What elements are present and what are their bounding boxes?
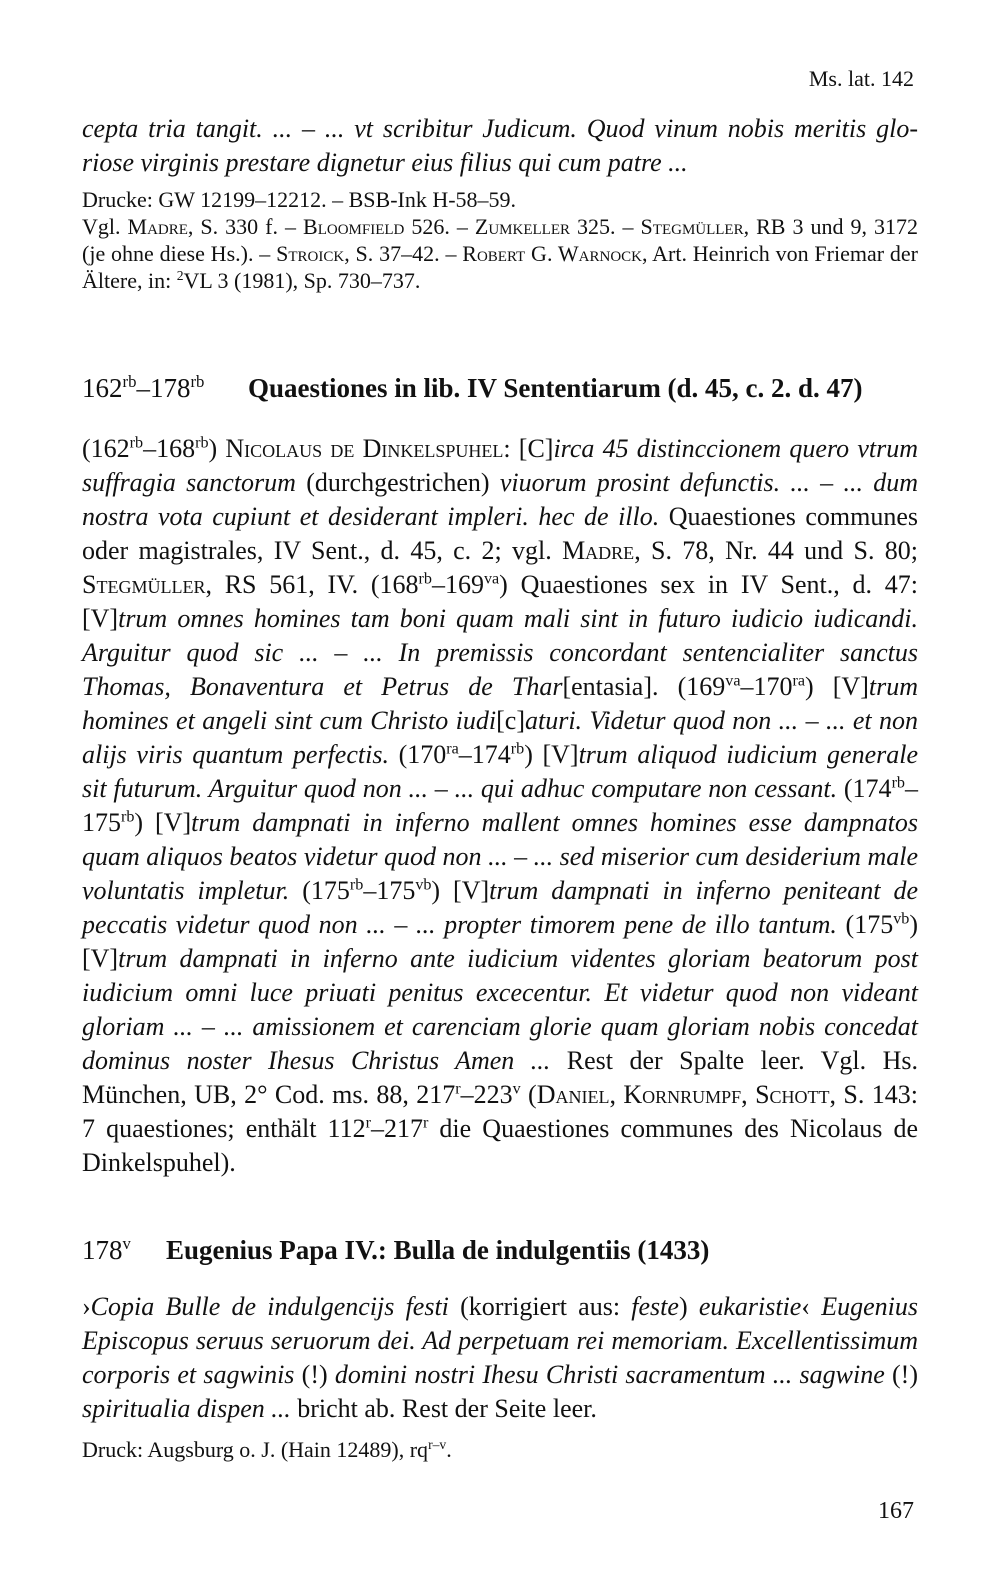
text-run: Rest der Spalte leer. Vgl. Hs. München, UB, 2° Cod. ms. 88, 217: [82, 1046, 918, 1109]
text-run: (: [520, 1080, 537, 1109]
text-run: ) [V]: [805, 672, 869, 701]
text-run: ‹: [801, 1292, 822, 1321]
folio-range: $162^{rb}-178^{rb}$: [82, 371, 205, 403]
folio-superscript: v: [512, 1080, 521, 1098]
folio-ref: 178$^v$: [82, 1233, 131, 1265]
text-run: (174: [837, 774, 892, 803]
folio-superscript: rb: [418, 570, 432, 588]
page-number: 167: [878, 1498, 914, 1524]
text-run: (!): [294, 1360, 335, 1389]
text-run: –175: [82, 774, 918, 837]
quaestiones-description: [82, 432, 918, 1180]
text-run: (162: [82, 434, 130, 463]
section-title: Quaestiones in lib. IV Sententiarum (d. 45, c. 2. d. 47): [248, 373, 863, 403]
text-run: ) [V]: [524, 740, 579, 769]
text-run: ›: [82, 1292, 91, 1321]
text-run: , RS 561, IV. (168: [205, 570, 419, 599]
text-run: eukaristie: [698, 1292, 802, 1321]
section-heading-quaestiones: [82, 373, 863, 404]
text-run: ): [208, 434, 226, 463]
folio-superscript: va: [483, 570, 500, 588]
text-run: (175: [289, 876, 350, 905]
author-ref: Bloomfield: [303, 214, 405, 239]
text-run: : [C]: [503, 434, 554, 463]
author-ref: Robert G. Warnock: [462, 241, 642, 266]
section-title: Eugenius Papa IV.: Bulla de indulgentiis (1433): [166, 1235, 710, 1265]
text-run: –169: [431, 570, 484, 599]
text-run: ) [V]: [82, 910, 918, 973]
folio-superscript: ra: [446, 740, 459, 758]
bulla-description: [82, 1290, 918, 1426]
section-heading-bulla: [82, 1235, 709, 1266]
text-run: , S. 143: 7 quaestiones; enthält 112: [82, 1080, 918, 1143]
text-run: Copia Bulle de indulgencijs festi: [90, 1292, 449, 1321]
text-run: (!): [884, 1360, 918, 1389]
section-body-quaestiones: [82, 432, 918, 1180]
text-run: bricht ab. Rest der Seite leer.: [290, 1394, 597, 1423]
continuation-block: [82, 112, 918, 294]
drucke-line: Drucke: GW 12199–12212. – BSB-Ink H-58–59.: [82, 187, 517, 212]
text-run: spiritualia dispen ...: [82, 1394, 291, 1423]
text-run: trum dampnati in inferno peniteant de peccatis videtur quod non ... – ... propter timorem pene de illo tantum.: [82, 876, 918, 939]
folio-superscript: r: [422, 1114, 429, 1132]
author-ref: Zumkeller: [474, 214, 571, 239]
author-ref: Stegmüller: [640, 214, 744, 239]
text-run: –217: [370, 1114, 423, 1143]
text-run: trum aliquod iudicium generale sit futurum. Arguitur quod non ... – ... qui adhuc computare non cessant.: [82, 740, 918, 803]
author-ref: Nicolaus de Dinkelspuhel: [225, 434, 504, 463]
author-ref: Stegmüller: [82, 570, 206, 599]
text-run: Quaestiones communes oder magistrales, IV Sent., d. 45, c. 2; vgl.: [82, 502, 919, 565]
folio-superscript: ra: [792, 672, 805, 690]
vgl-references: Vgl. Madre, S. 330 f. – Bloomfield 526. – Zumkeller 325. – Stegmüller, RB 3 und 9, 3172 (je ohne diese Hs.). – Stroick, S. 37–42. – Robert G. Warnock, Art. Heinrich von Friemar der Ältere, in: $^2$VL 3 (1981), Sp. 730–737.: [82, 214, 919, 293]
text-run: –168: [143, 434, 196, 463]
folio-superscript: rb: [349, 876, 364, 894]
text-run: irca 45 distinccionem quero vtrum suffragia sanctorum: [82, 434, 918, 497]
text-run: –175: [363, 876, 416, 905]
text-run: (durchgestrichen): [295, 468, 500, 497]
folio-superscript: r: [455, 1080, 461, 1098]
text-run: trum dampnati in inferno mallent omnes homines esse dampnatos quam aliquos beatos videtur quod non ... – ... sed miserior cum desiderium male voluntatis impletur.: [82, 808, 918, 905]
text-run: ): [678, 1292, 699, 1321]
folio-superscript: rb: [195, 434, 209, 452]
text-run: ) [V]: [134, 808, 192, 837]
text-run: die Quaestiones communes des Nicolaus de Dinkelspuhel).: [82, 1114, 918, 1177]
section-body-bulla: [82, 1290, 918, 1463]
text-run: , S. 78, Nr. 44 und S. 80;: [634, 536, 918, 565]
druck-line: Druck: Augsburg o. J. (Hain 12489), $rq^{r-v}$.: [82, 1436, 452, 1462]
folio-superscript: rb: [121, 808, 135, 826]
text-run: trum omnes homines tam boni quam mali sint in futuro iudicio iudicandi. Arguitur quod sic ... – ... In premissis concordant sentencialiter sanctus Thomas, Bonaventura et Petrus de Thar: [82, 604, 918, 701]
folio-superscript: rb: [129, 434, 144, 452]
text-run: ) Quaestiones sex in IV Sent., d. 47: [V]: [82, 570, 918, 633]
text-run: –223: [460, 1080, 513, 1109]
text-run: domini nostri Ihesu Christi sacramentum ... sagwine: [334, 1360, 885, 1389]
text-run: Eugenius Episcopus seruus seruorum dei. Ad perpetuam rei memoriam. Excellentissimum corporis et sagwinis: [82, 1292, 918, 1389]
author-ref: Madre: [562, 536, 635, 565]
folio-superscript: r: [365, 1114, 371, 1132]
text-run: [c]: [496, 706, 525, 735]
text-run: feste: [631, 1292, 679, 1321]
text-run: –174: [458, 740, 511, 769]
text-run: ) [V]: [431, 876, 490, 905]
text-run: (korrigiert aus:: [448, 1292, 632, 1321]
text-run: viuorum prosint defunctis. ... – ... dum nostra vota cupiunt et desiderant impleri. hec de illo.: [82, 468, 918, 531]
text-run: (170: [388, 740, 447, 769]
text-run: trum dampnati in inferno ante iudicium videntes gloriam beatorum post iudicium omni luce priuati penitus excecentur. Et videtur quod non videant gloriam ... – ... amissionem et carenciam glorie quam gloriam nobis concedat dominus noster Ihesus Christus Amen ...: [82, 944, 918, 1075]
text-run: (175: [836, 910, 894, 939]
incipit-continuation: cepta tria tangit. ... – ... vt scribitur Judicum. Quod vinum nobis meritis glo-riose virginis prestare dignetur eius filius qui cum patre ...: [82, 114, 918, 177]
text-run: –170: [740, 672, 793, 701]
folio-superscript: rb: [891, 774, 905, 792]
author-ref: Stroick: [276, 241, 345, 266]
text-run: aturi. Videtur quod non ... – ... et non alijs viris quantum perfectis.: [82, 706, 919, 769]
text-run: [entasia]. (169: [562, 672, 726, 701]
running-header: Ms. lat. 142: [808, 66, 914, 91]
folio-superscript: vb: [893, 910, 910, 928]
folio-superscript: rb: [510, 740, 525, 758]
author-ref: Daniel, Kornrumpf, Schott: [536, 1080, 830, 1109]
text-run: trum homines et angeli sint cum Christo iudi: [82, 672, 918, 735]
folio-superscript: vb: [415, 876, 432, 894]
author-ref: Madre: [127, 214, 188, 239]
folio-superscript: va: [725, 672, 741, 690]
